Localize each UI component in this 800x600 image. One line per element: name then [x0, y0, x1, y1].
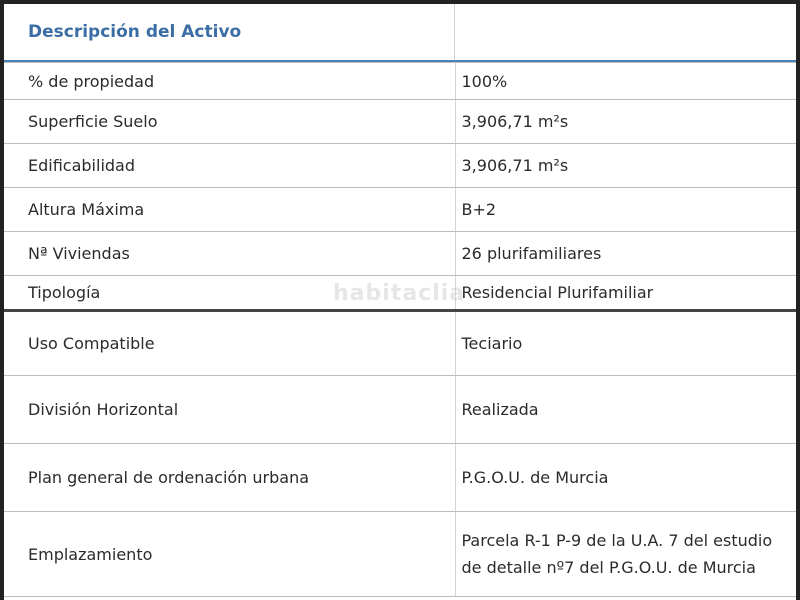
row-label: Plan general de ordenación urbana	[4, 444, 455, 512]
row-label: Edificabilidad	[4, 144, 455, 188]
row-value: 3,906,71 m²s	[455, 100, 796, 144]
table-row	[4, 444, 796, 512]
row-label: Nª Viviendas	[4, 232, 455, 276]
asset-description-table	[4, 62, 796, 597]
table-row	[4, 100, 796, 144]
header-title-cell	[4, 4, 455, 60]
table-row	[4, 232, 796, 276]
watermark-logo: habitaclia	[333, 281, 466, 306]
row-label: Tipología	[4, 276, 455, 311]
table-header	[4, 4, 796, 60]
table-row	[4, 63, 796, 100]
table-row	[4, 512, 796, 597]
table-row	[4, 188, 796, 232]
header-empty-cell	[455, 4, 796, 60]
row-value: 26 plurifamiliares	[455, 232, 796, 276]
row-value: B+2	[455, 188, 796, 232]
row-value: Realizada	[455, 376, 796, 444]
row-value: 100%	[455, 63, 796, 100]
table-row	[4, 276, 796, 311]
table-title: Descripción del Activo	[28, 22, 242, 42]
row-label: Uso Compatible	[4, 311, 455, 376]
row-label: % de propiedad	[4, 63, 455, 100]
row-value: 3,906,71 m²s	[455, 144, 796, 188]
table-row	[4, 144, 796, 188]
row-value: P.G.O.U. de Murcia	[455, 444, 796, 512]
row-label: Altura Máxima	[4, 188, 455, 232]
row-label: Emplazamiento	[4, 512, 455, 597]
row-value: Residencial Plurifamiliar	[455, 276, 796, 311]
row-value: Teciario	[455, 311, 796, 376]
row-label: Superficie Suelo	[4, 100, 455, 144]
table-row	[4, 376, 796, 444]
row-value: Parcela R-1 P-9 de la U.A. 7 del estudio de detalle nº7 del P.G.O.U. de Murcia	[455, 512, 796, 597]
row-label: División Horizontal	[4, 376, 455, 444]
table-row	[4, 311, 796, 376]
